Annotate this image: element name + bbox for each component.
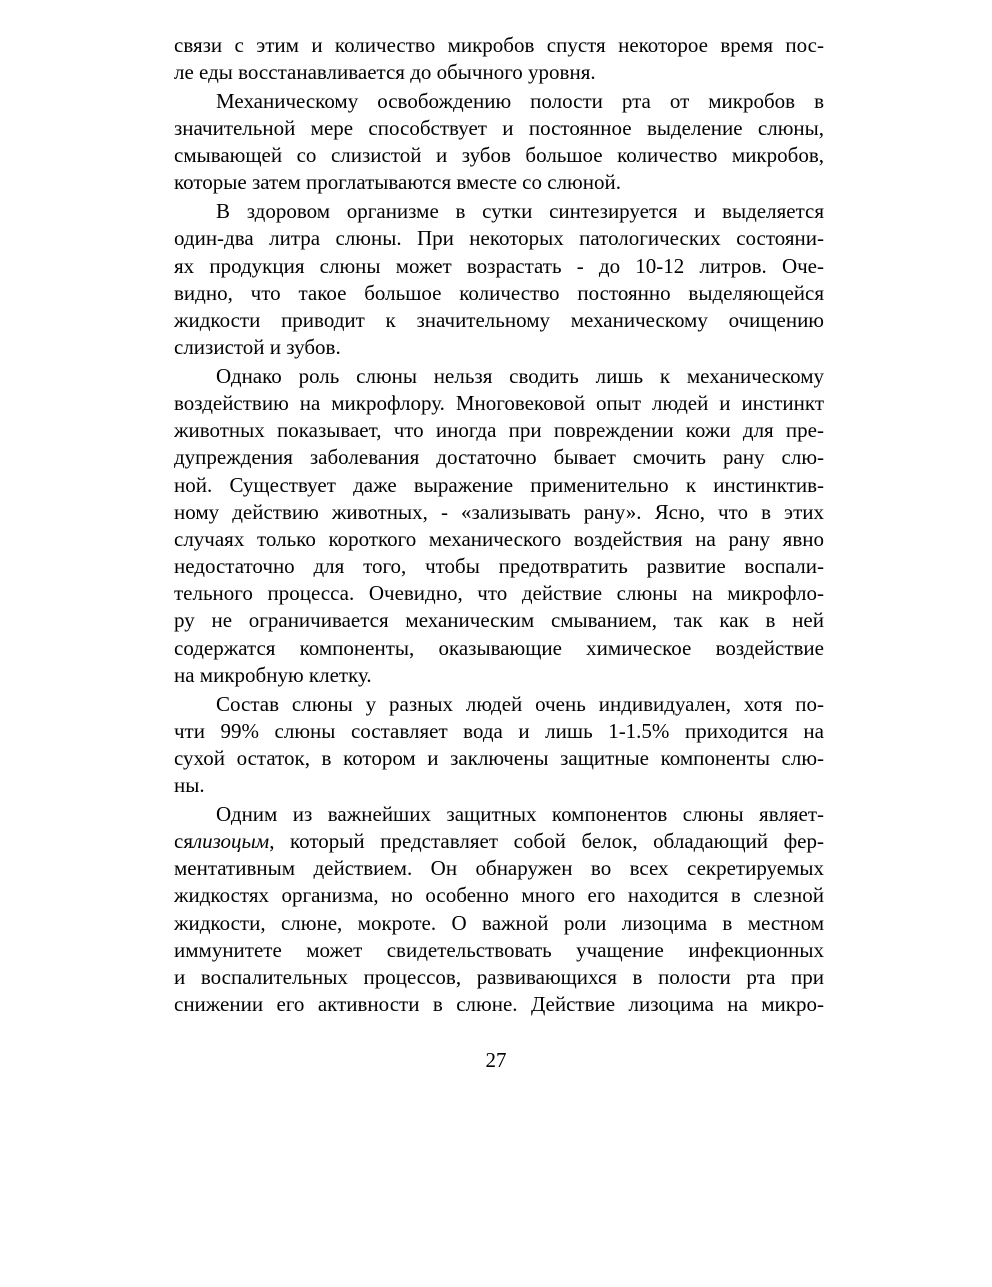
paragraph: [174, 32, 824, 86]
text-line: чти 99% слюны составляет вода и лишь 1-1.5% приходится на: [174, 718, 824, 743]
text-line: на микробную клетку.: [174, 662, 372, 687]
text-line: жидкостях организма, но особенно много его находится в слезной: [174, 883, 824, 908]
text-line: ментативным действием. Он обнаружен во всех секретируемых: [174, 856, 824, 881]
text-line: и воспалительных процессов, развивающихся в полости рта при: [174, 964, 824, 989]
text-line: случаях только короткого механического воздействия на рану явно: [174, 526, 824, 551]
text-line: сухой остаток, в котором и заключены защитные компоненты слю-: [174, 745, 824, 770]
text-line: [174, 828, 824, 855]
text-line: ной. Существует даже выражение применительно к инстинктив-: [174, 472, 824, 497]
text-line: слизистой и зубов.: [174, 335, 341, 360]
text-line: Однако роль слюны нельзя сводить лишь к механическому: [216, 363, 824, 388]
text-line: Одним из важнейших защитных компонентов слюны являет-: [216, 801, 824, 826]
text-line: недостаточно для того, чтобы предотвратить развитие воспали-: [174, 554, 824, 579]
text-line: видно, что такое большое количество постоянно выделяющейся: [174, 280, 824, 305]
text-line: содержатся компоненты, оказывающие химическое воздействие: [174, 635, 824, 660]
text-line: ях продукция слюны может возрастать - до 10-12 литров. Оче-: [174, 253, 824, 278]
italic-term: лизоцым: [192, 828, 270, 853]
text-line: Состав слюны у разных людей очень индивидуален, хотя по-: [216, 691, 824, 716]
paragraph: [174, 198, 824, 361]
text-line: животных показывает, что иногда при повреждении кожи для пре-: [174, 418, 824, 443]
text-line: иммунитете может свидетельствовать учащение инфекционных: [174, 937, 824, 962]
page-number: 27: [485, 1048, 507, 1072]
text-line: ру не ограничивается механическим смыванием, так как в ней: [174, 608, 824, 633]
paragraph: [174, 691, 824, 800]
text-line: ному действию животных, - «зализывать рану». Ясно, что в этих: [174, 499, 824, 524]
text-line: связи с этим и количество микробов спустя некоторое время пос-: [174, 33, 824, 57]
text-line: воздействию на микрофлору. Многовековой опыт людей и инстинкт: [174, 390, 824, 415]
text-line: один-два литра слюны. При некоторых патологических состояни-: [174, 226, 824, 251]
text-line: значительной мере способствует и постоянное выделение слюны,: [174, 116, 824, 141]
text-line: тельного процесса. Очевидно, что действие слюны на микрофло-: [174, 581, 824, 606]
paragraph: [174, 363, 824, 689]
text-line: ле еды восстанавливается до обычного уровня.: [174, 60, 596, 85]
text-line: ны.: [174, 773, 205, 798]
text-fragment: , который представляет собой белок, обладающий фер-: [269, 828, 824, 853]
text-fragment: ся: [174, 828, 193, 853]
paragraph: [174, 88, 824, 197]
text-line: жидкости, слюне, мокроте. О важной роли лизоцима в местном: [174, 910, 824, 935]
paragraph: [174, 801, 824, 1019]
text-line: снижении его активности в слюне. Действие лизоцима на микро-: [174, 992, 824, 1017]
text-line: дупреждения заболевания достаточно бывает смочить рану слю-: [174, 445, 824, 470]
text-line: жидкости приводит к значительному механическому очищению: [174, 307, 824, 332]
text-line: которые затем проглатываются вместе со слюной.: [174, 170, 621, 195]
text-line: В здоровом организме в сутки синтезируется и выделяется: [216, 199, 824, 224]
text-line: Механическому освобождению полости рта от микробов в: [216, 88, 824, 113]
text-line: смывающей со слизистой и зубов большое количество микробов,: [174, 143, 824, 168]
body-text: [174, 32, 824, 1018]
